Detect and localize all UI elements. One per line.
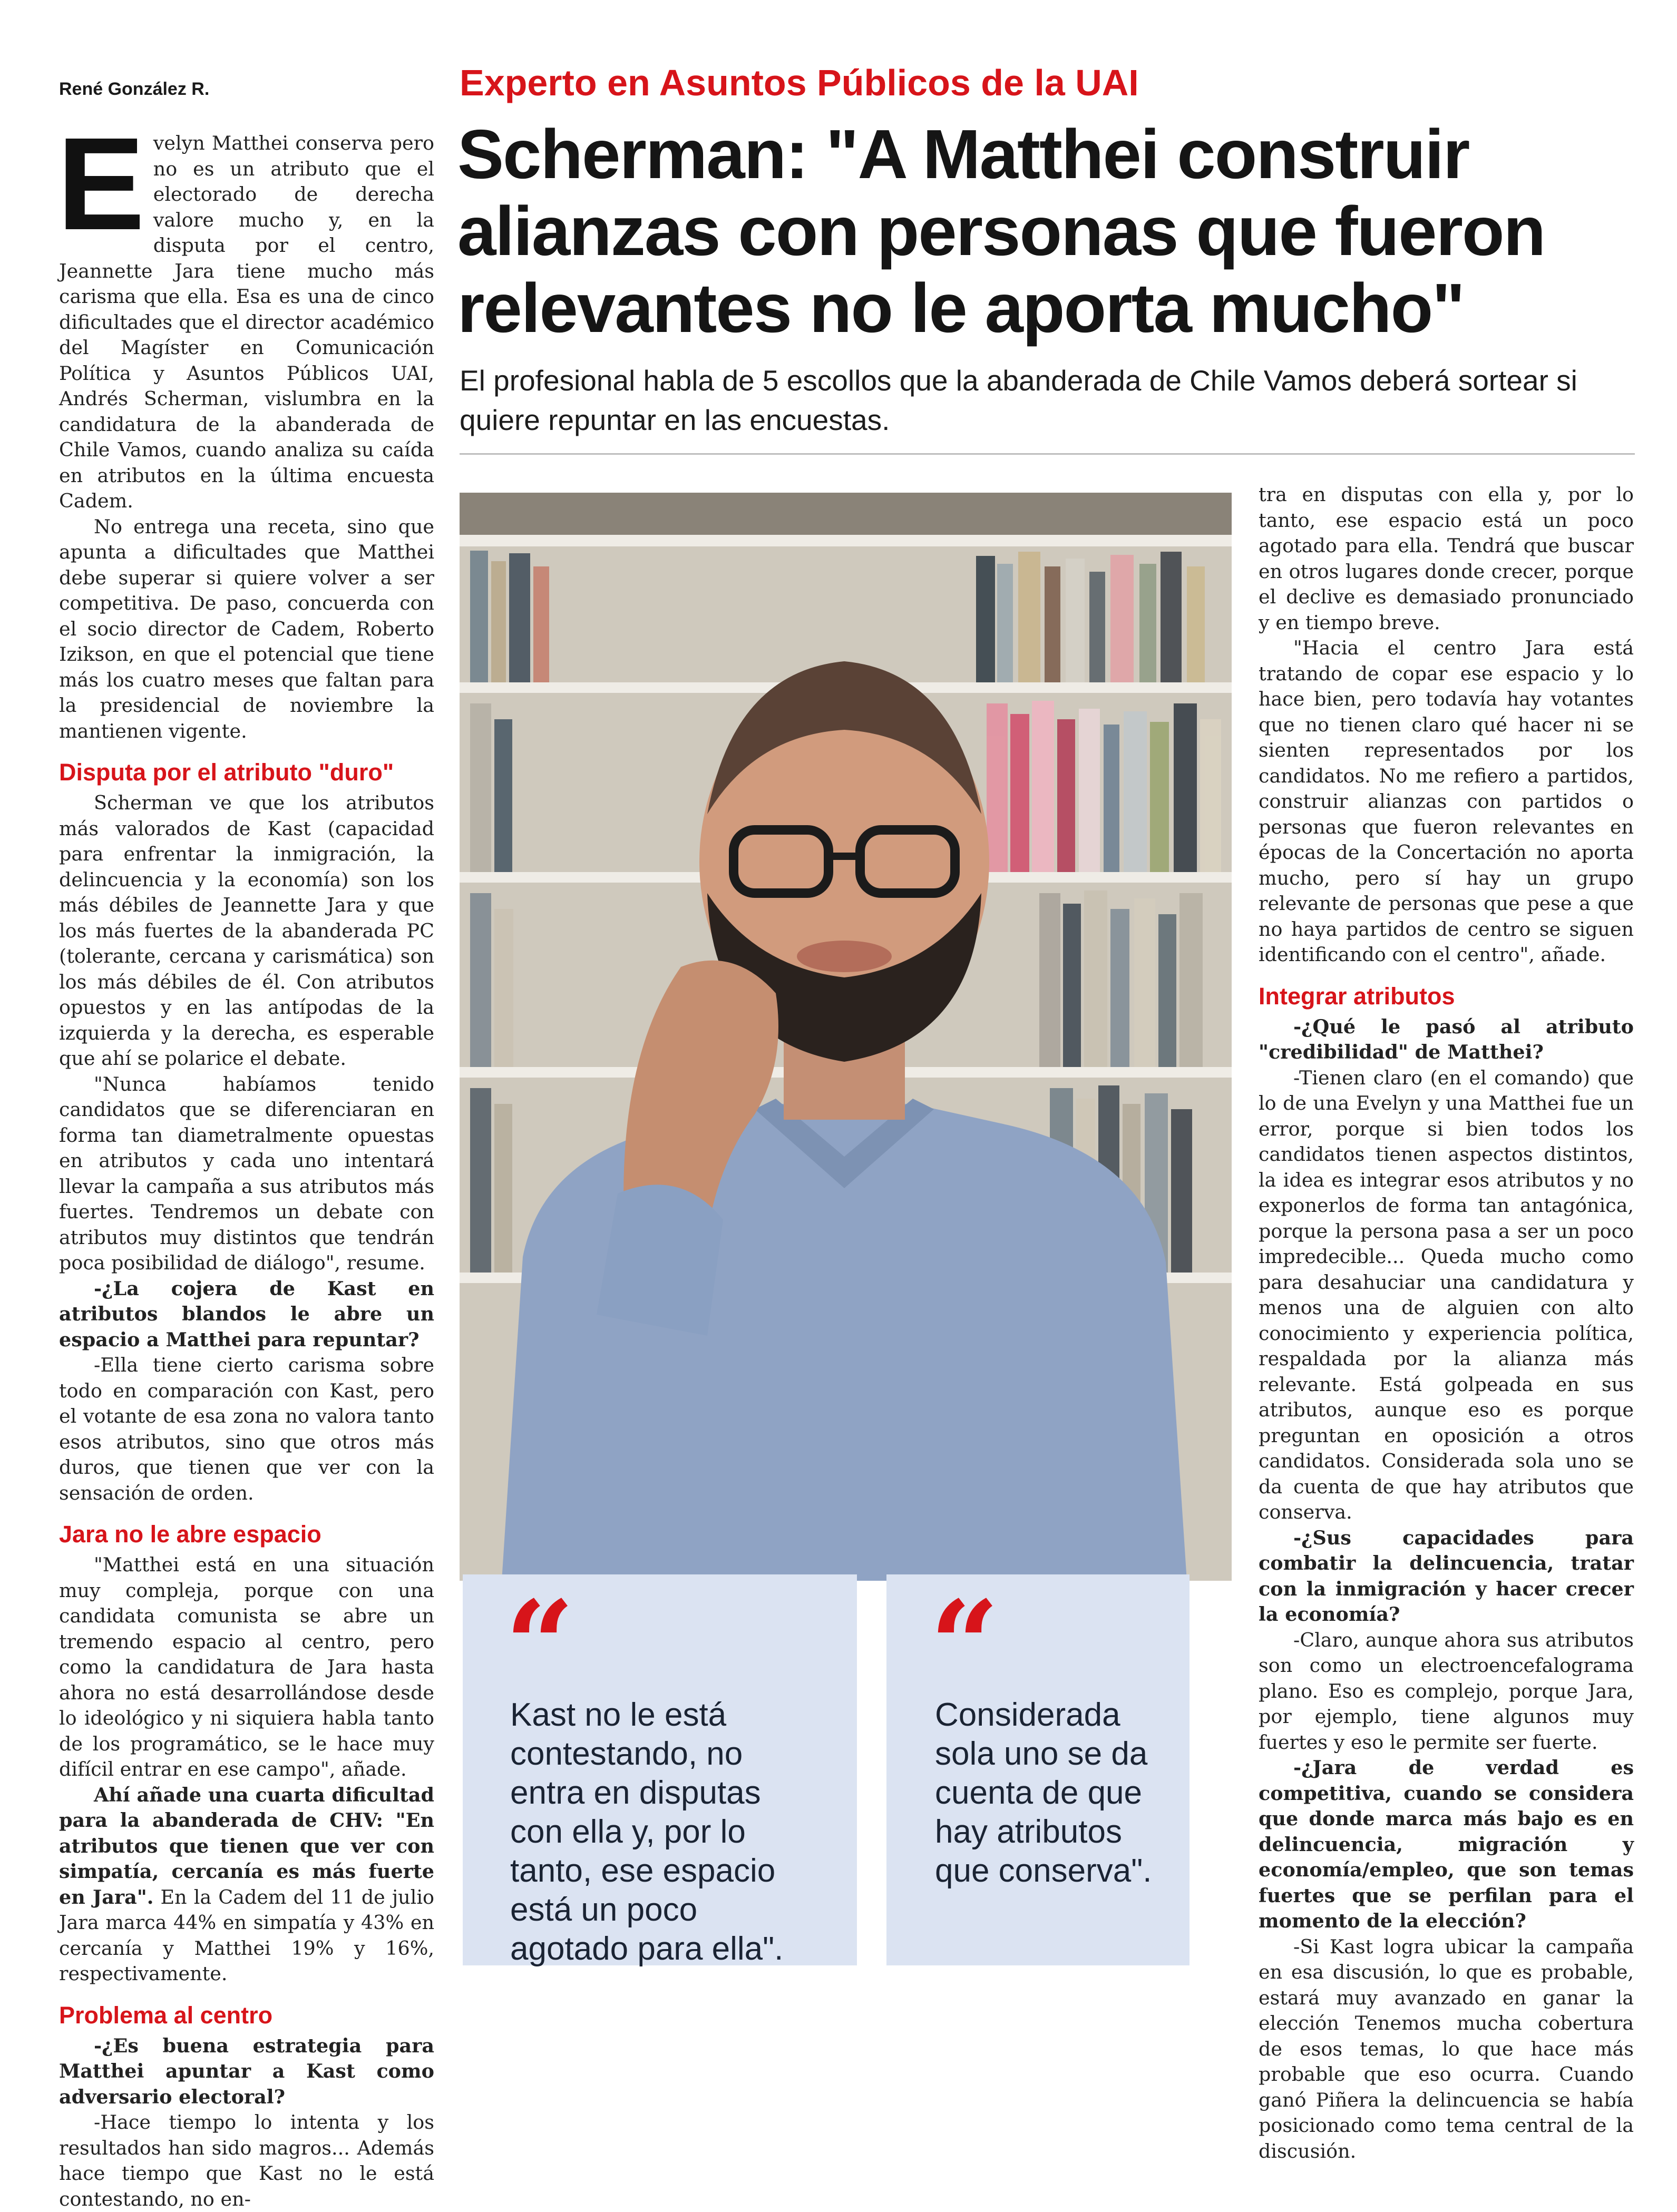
deck: El profesional habla de 5 escollos que la abanderada de Chile Vamos deberá sortear si quiere repuntar en las encuestas. xyxy=(460,364,1577,436)
paragraph-rest: En la Cadem del 11 de julio Jara marca 44% en simpatía y 43% en cercanía y Matthei 19% y 16%, respectivamente. xyxy=(59,1885,434,1985)
interview-question: -¿Qué le pasó al atributo "credibilidad" de Matthei? xyxy=(1259,1015,1634,1063)
paragraph: -Hace tiempo lo intenta y los resultados han sido magros... Además hace tiempo que Kast no le está contestando, no en- xyxy=(59,2111,434,2210)
byline: René González R. xyxy=(59,79,210,99)
quote-mark-icon: “ xyxy=(930,1574,1000,1717)
bold-lead: Ahí añade una cuarta dificultad para la abanderada de CHV: "En atributos que tienen que ver con simpatía, cercanía es más fuerte en Jara". xyxy=(59,1783,434,1908)
portrait-photo xyxy=(460,493,1232,1581)
subheading: Disputa por el atributo "duro" xyxy=(59,759,394,786)
paragraph: -Si Kast logra ubicar la campaña en esa discusión, lo que es probable, estará muy avanzado en ganar la elección Tenemos mucha cobertura de esos temas, lo que hace más probable que eso ocurra. Cuando ganó Piñera la delincuencia se había posicionado como tema central de la discusión. xyxy=(1259,1935,1634,2162)
paragraph: -Tienen claro (en el comando) que lo de una Evelyn y una Matthei fue un error, porque si bien todos los candidatos tienen aspectos distintos, la idea es integrar esos atributos y no exponerlos de forma tan antagónica, porque la persona pasa a ser un poco impredecible... Queda mucho como para desahuciar una candidatura y menos una de alguien con alto conocimiento y experiencia política, respaldada por la alianza más relevante. Está golpeada en sus atributos, aunque eso es porque preguntan en oposición a otros candidatos. Considerada sola uno se da cuenta de que hay atributos que conserva. xyxy=(1259,1066,1634,1523)
paragraph: "Hacia el centro Jara está tratando de copar ese espacio y lo hace bien, pero todavía hay votantes que no tienen claro qué hacer ni se sienten representados por los candidatos. No me refiero a partidos, construir alianzas con partidos o personas que fueron relevantes en épocas de la Concertación no aporta mucho, pero sí hay un grupo relevante de personas que pese a que no haya partidos de centro se siguen identificando con el centro", añade. xyxy=(1259,637,1634,966)
paragraph xyxy=(59,1783,434,1987)
article-column-right xyxy=(1259,482,1634,2164)
interview-question: -¿Sus capacidades para combatir la delincuencia, tratar con la inmigración y hacer crecer la economía? xyxy=(1259,1526,1634,1626)
pull-quote-text: Kast no le está contestando, no entra en disputas con ella y, por lo tanto, ese espacio está un poco agotado para ella". xyxy=(510,1697,784,1967)
paragraph: Scherman ve que los atributos más valorados de Kast (capacidad para enfrentar la inmigración, la delincuencia y la economía) son los más débiles de Jeannette Jara y que los más fuertes de la abanderada PC (tolerante, cercana y carismática) son los más débiles de él. Con atributos opuestos y en las antípodas de la izquierda y la derecha, es esperable que ahí se polarice el debate. xyxy=(59,791,434,1070)
article-column-left xyxy=(57,110,434,2212)
lead-paragraph xyxy=(57,110,434,514)
headline: Scherman: "A Matthei construir alianzas con personas que fueron relevantes no le aporta mucho" xyxy=(457,115,1545,347)
divider xyxy=(460,453,1635,455)
paragraph: "Matthei está en una situación muy compleja, porque con una candidata comunista se abre un tremendo espacio al centro, pero como la candidatura de Jara hasta ahora no está desarrollándose desde lo ideológico y ni siquiera habla tanto de los programático, se le hace muy difícil entrar en ese campo", añade. xyxy=(59,1553,434,1780)
interview-question: -¿Jara de verdad es competitiva, cuando se considera que donde marca más bajo es en delincuencia, migración y economía/empleo, que son temas fuertes que se perfilan para el momento de la elección? xyxy=(1259,1756,1634,1932)
interview-question: -¿La cojera de Kast en atributos blandos le abre un espacio a Matthei para repuntar? xyxy=(59,1277,434,1351)
lead-text: velyn Matthei conserva pero no es un atributo que el electorado de derecha valore mucho y, en la disputa por el centro, Jeannette Jara tiene mucho más carisma que ella. Esa es una de cinco dificultades que el director académico del Magíster en Comunicación Política y Asuntos Públicos UAI, Andrés Scherman, vislumbra en la candidatura de la abanderada de Chile Vamos, cuando analiza su caída en atributos en la última encuesta Cadem. xyxy=(59,132,434,512)
quote-mark-icon: “ xyxy=(505,1574,575,1717)
interview-question: -¿Es buena estrategia para Matthei apuntar a Kast como adversario electoral? xyxy=(59,2034,434,2108)
kicker: Experto en Asuntos Públicos de la UAI xyxy=(460,62,1139,103)
pull-quote-text: Considerada sola uno se da cuenta de que hay atributos que conserva". xyxy=(935,1697,1152,1889)
pull-quote xyxy=(886,1574,1189,1965)
paragraph: "Nunca habíamos tenido candidatos que se diferenciaran en forma tan diametralmente opuestas en atributos y cada uno intentará llevar la campaña a sus atributos más fuertes. Tendremos un debate con atributos muy distintos que tendrán poca posibilidad de diálogo", resume. xyxy=(59,1072,434,1274)
subheading: Integrar atributos xyxy=(1259,982,1455,1010)
subheading: Problema al centro xyxy=(59,2001,273,2029)
paragraph: -Ella tiene cierto carisma sobre todo en comparación con Kast, pero el votante de esa zona no valora tanto esos atributos, sino que otros más duros, que tienen que ver con la sensación de orden. xyxy=(59,1354,434,1504)
pull-quote xyxy=(463,1574,857,1965)
paragraph: No entrega una receta, sino que apunta a dificultades que Matthei debe superar si quiere volver a ser competitiva. De paso, concuerda con el socio director de Cadem, Roberto Izikson, en que el potencial que tiene más los cuatro meses que faltan para la presidencial de noviembre la mantienen vigente. xyxy=(59,515,434,742)
dropcap: E xyxy=(57,110,145,257)
paragraph: -Claro, aunque ahora sus atributos son como un electroencefalograma plano. Eso es complejo, porque Jara, por ejemplo, tiene algunos muy fuertes y eso le permite ser fuerte. xyxy=(1259,1628,1634,1754)
paragraph: tra en disputas con ella y, por lo tanto, ese espacio está un poco agotado para ella. Tendrá que buscar en otros lugares donde crecer, porque el declive es demasiado pronunciado y en tiempo breve. xyxy=(1259,483,1634,634)
subheading: Jara no le abre espacio xyxy=(59,1521,321,1548)
